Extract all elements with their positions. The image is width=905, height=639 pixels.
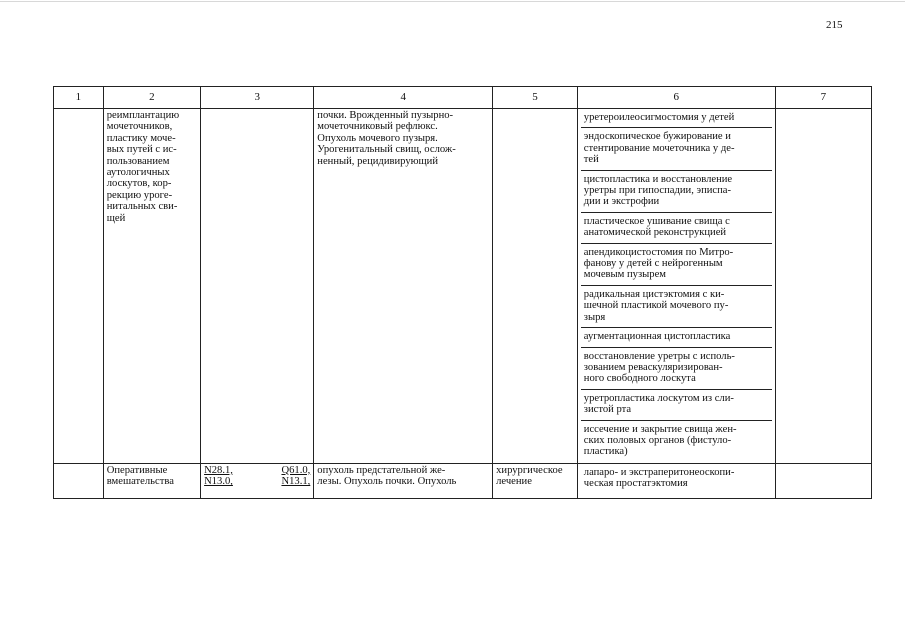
row2-diagnosis-text: опухоль предстательной же- лезы. Опухоль почки. Опухоль [314,463,493,498]
icd-code-link[interactable]: N28.1, [204,464,233,476]
icd-codes-line [204,465,310,476]
header-col-6: 6 [577,87,775,109]
row2-col1-cell [54,463,104,498]
method-item: аугментационная цистопластика [581,327,772,346]
method-item: цистопластика и восстановление уретры при гипоспадии, эписпа- дии и экстрофии [581,170,772,212]
row1-codes-cell [201,109,314,464]
method-item: апендикоцистостомия по Митро- фанову у детей с нейрогенным мочевым пузырем [581,243,772,285]
header-col-3: 3 [201,87,314,109]
procedures-table [53,86,872,499]
method-item: восстановление уретры с исполь- зованием реваскуляризирован- ного свободного лоскута [581,347,772,389]
row1-treatment-cell [493,109,578,464]
method-item: пластическое ушивание свища с анатомической реконструкцией [581,212,772,243]
row1-methods-cell [577,109,775,464]
row2-col7-cell [775,463,871,498]
page-number: 215 [826,19,843,31]
header-col-1: 1 [54,87,104,109]
header-col-7: 7 [775,87,871,109]
method-item: уретропластика лоскутом из сли- зистой рта [581,389,772,420]
method-item: уретероилеосигмостомия у детей [583,112,735,123]
row2-methods-cell [577,463,775,498]
header-col-4: 4 [314,87,493,109]
row2-interventions-text: Оперативные вмешательства [103,463,200,498]
row1-col7-cell [775,109,871,464]
method-item: эндоскопическое бужирование и стентирование мочеточника у де- тей [581,127,772,169]
icd-codes-line [204,476,310,487]
header-col-2: 2 [103,87,200,109]
icd-code-link[interactable]: N13.0, [204,476,233,488]
table-row [54,109,872,464]
row2-treatment-text: хирургическое лечение [493,463,578,498]
icd-code-link[interactable]: N13.1, [281,476,311,488]
method-item: лапаро- и экстраперитонеоскопи- ческая простатэктомия [583,466,735,490]
row1-diagnosis-text: почки. Врожденный пузырно- мочеточниковый рефлюкс. Опухоль мочевого пузыря. Урогенитальный свищ, ослож- ненный, рецидивирующий [314,109,493,464]
method-item: радикальная цистэктомия с ки- шечной пластикой мочевого пу- зыря [581,285,772,327]
scan-top-edge [0,1,905,2]
table-row [54,463,872,498]
table-header-row [54,87,872,109]
row1-interventions-text: реимплантацию мочеточников, пластику моче- вых путей с ис- пользованием аутологичных лоскутов, кор- рекцию уроге- нитальных сви- щей [103,109,200,464]
row2-codes-cell [201,463,314,498]
row1-col1-cell [54,109,104,464]
icd-code-link[interactable]: Q61.0, [281,464,311,476]
header-col-5: 5 [493,87,578,109]
method-item: иссечение и закрытие свища жен- ских половых органов (фистуло- пластика) [581,420,772,462]
